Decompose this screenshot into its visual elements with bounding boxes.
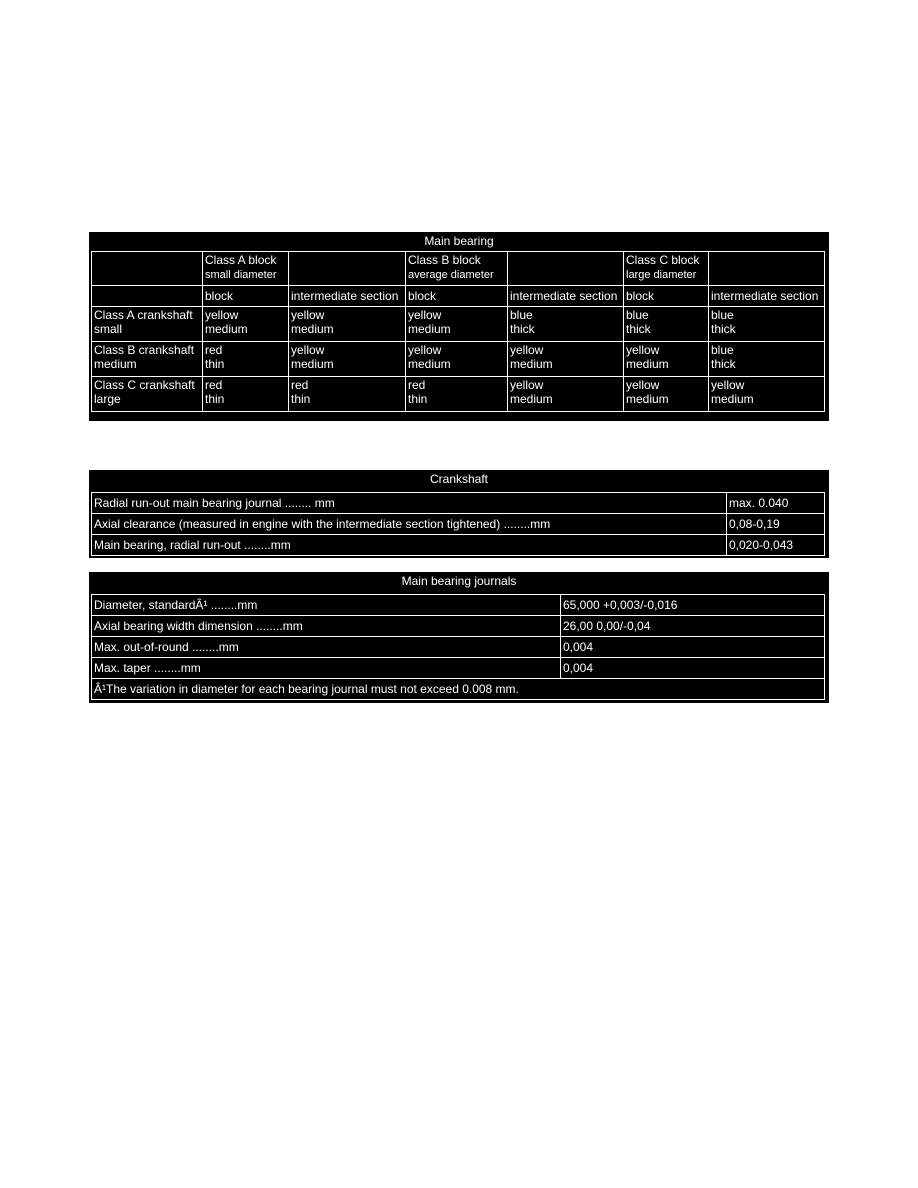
crankshaft-table bbox=[91, 492, 825, 556]
spec-value: max. 0.040 bbox=[727, 493, 825, 514]
header-cell: Class B block average diameter bbox=[406, 252, 508, 286]
table-cell: blue thick bbox=[624, 307, 709, 342]
spec-value: 0,004 bbox=[561, 658, 825, 679]
table-row bbox=[92, 377, 825, 412]
spec-value: 65,000 +0,003/-0,016 bbox=[561, 595, 825, 616]
table-row bbox=[92, 493, 825, 514]
spec-label: Radial run-out main bearing journal ........ mm bbox=[92, 493, 727, 514]
table-cell: blue thick bbox=[709, 307, 825, 342]
row-label: Class C crankshaft large bbox=[92, 377, 203, 412]
header-cell: Class C block large diameter bbox=[624, 252, 709, 286]
spec-label: Axial clearance (measured in engine with the intermediate section tightened) ........mm bbox=[92, 514, 727, 535]
table-header-row bbox=[92, 252, 825, 286]
table-row bbox=[92, 342, 825, 377]
subheader-cell: block bbox=[624, 286, 709, 307]
table-cell: yellow medium bbox=[508, 377, 624, 412]
table-cell: yellow medium bbox=[508, 342, 624, 377]
main-bearing-journals-title: Main bearing journals bbox=[401, 574, 517, 588]
spec-value: 0,004 bbox=[561, 637, 825, 658]
table-row bbox=[92, 514, 825, 535]
subheader-cell: intermediate section bbox=[709, 286, 825, 307]
table-cell: yellow medium bbox=[289, 307, 406, 342]
crankshaft-title: Crankshaft bbox=[429, 472, 489, 486]
table-row bbox=[92, 595, 825, 616]
crankshaft-table-panel bbox=[89, 470, 829, 558]
table-cell: yellow medium bbox=[406, 342, 508, 377]
table-subheader-row bbox=[92, 286, 825, 307]
main-bearing-journals-panel bbox=[89, 572, 829, 703]
header-cell bbox=[289, 252, 406, 286]
table-row bbox=[92, 535, 825, 556]
header-cell: Class A block small diameter bbox=[203, 252, 289, 286]
spec-label: Main bearing, radial run-out ........mm bbox=[92, 535, 727, 556]
table-cell: red thin bbox=[203, 342, 289, 377]
subheader-cell: intermediate section bbox=[508, 286, 624, 307]
main-bearing-journals-table bbox=[91, 594, 825, 700]
main-bearing-table bbox=[91, 251, 825, 412]
subheader-cell bbox=[92, 286, 203, 307]
row-label: Class A crankshaft small bbox=[92, 307, 203, 342]
spec-label: Max. out-of-round ........mm bbox=[92, 637, 561, 658]
spec-label: Axial bearing width dimension ........mm bbox=[92, 616, 561, 637]
table-cell: yellow medium bbox=[709, 377, 825, 412]
footnote: Â¹The variation in diameter for each bearing journal must not exceed 0.008 mm. bbox=[92, 679, 825, 700]
table-row bbox=[92, 616, 825, 637]
header-cell bbox=[92, 252, 203, 286]
footnote-row bbox=[92, 679, 825, 700]
spec-value: 0,08-0,19 bbox=[727, 514, 825, 535]
table-cell: blue thick bbox=[508, 307, 624, 342]
table-cell: yellow medium bbox=[289, 342, 406, 377]
spec-label: Max. taper ........mm bbox=[92, 658, 561, 679]
subheader-cell: block bbox=[406, 286, 508, 307]
table-row bbox=[92, 658, 825, 679]
table-cell: red thin bbox=[406, 377, 508, 412]
table-cell: red thin bbox=[203, 377, 289, 412]
spec-value: 26,00 0,00/-0,04 bbox=[561, 616, 825, 637]
header-cell bbox=[508, 252, 624, 286]
subheader-cell: intermediate section bbox=[289, 286, 406, 307]
table-cell: yellow medium bbox=[406, 307, 508, 342]
spec-value: 0,020-0,043 bbox=[727, 535, 825, 556]
table-row bbox=[92, 637, 825, 658]
main-bearing-table-panel bbox=[89, 232, 829, 421]
header-cell bbox=[709, 252, 825, 286]
table-cell: yellow medium bbox=[203, 307, 289, 342]
subheader-cell: block bbox=[203, 286, 289, 307]
table-cell: yellow medium bbox=[624, 377, 709, 412]
table-cell: blue thick bbox=[709, 342, 825, 377]
table-row bbox=[92, 307, 825, 342]
main-bearing-title: Main bearing bbox=[424, 234, 494, 248]
spec-label: Diameter, standardÂ¹ ........mm bbox=[92, 595, 561, 616]
table-cell: red thin bbox=[289, 377, 406, 412]
table-cell: yellow medium bbox=[624, 342, 709, 377]
row-label: Class B crankshaft medium bbox=[92, 342, 203, 377]
